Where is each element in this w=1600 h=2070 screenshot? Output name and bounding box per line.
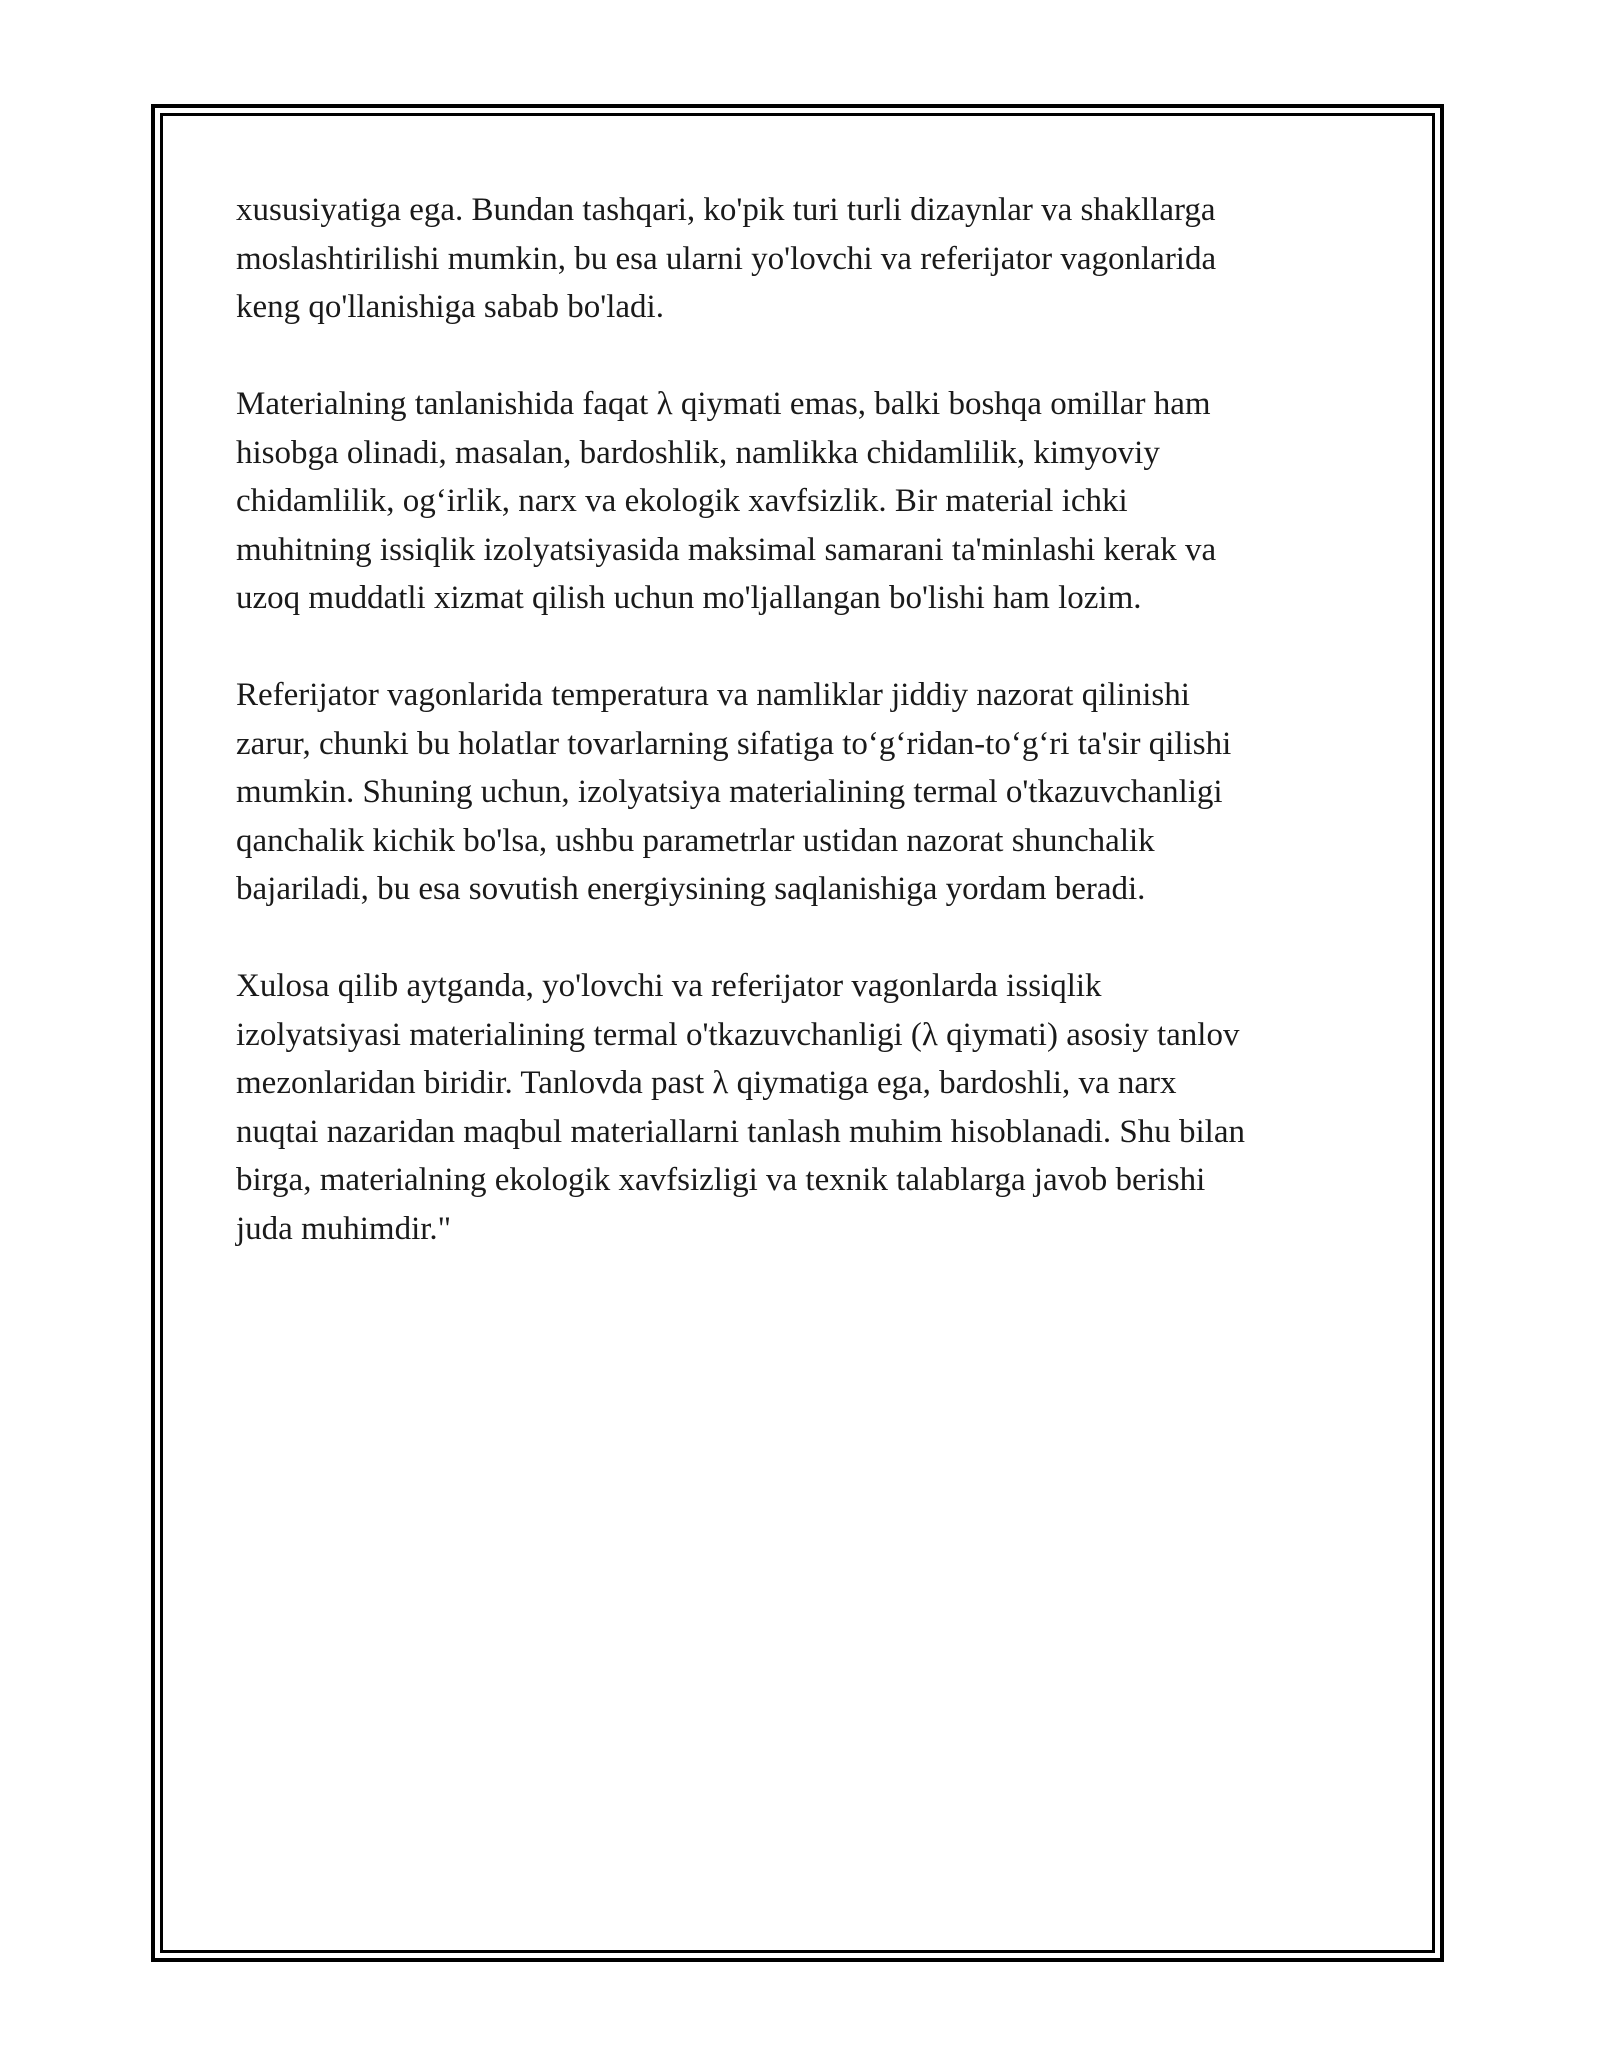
paragraph-3: Referijator vagonlarida temperatura va namliklar jiddiy nazorat qilinishi zarur, chunki bu holatlar tovarlarning sifatiga toʻgʻridan-toʻgʻri ta'sir qilishi mumkin. Shuning uchun, izolyatsiya materialining termal o'tkazuvchanligi qanchalik kichik bo'lsa, ushbu parametrlar ustidan nazorat shunchalik bajariladi, bu esa sovutish energiysining saqlanishiga yordam beradi.	[236, 677, 1232, 907]
paragraph-2: Materialning tanlanishida faqat λ qiymati emas, balki boshqa omillar ham hisobga olinadi, masalan, bardoshlik, namlikka chidamlilik, kimyoviy chidamlilik, ogʻirlik, narx va ekologik xavfsizlik. Bir material ichki muhitning issiqlik izolyatsiyasida maksimal samarani ta'minlashi kerak va uzoq muddatli xizmat qilish uchun mo'ljallangan bo'lishi ham lozim.	[236, 386, 1217, 616]
document-body	[236, 186, 1366, 1302]
paragraph-4: Xulosa qilib aytganda, yo'lovchi va referijator vagonlarda issiqlik izolyatsiyasi materialining termal o'tkazuvchanligi (λ qiymati) asosiy tanlov mezonlaridan biridir. Tanlovda past λ qiymatiga ega, bardoshli, va narx nuqtai nazaridan maqbul materiallarni tanlash muhim hisoblanadi. Shu bilan birga, materialning ekologik xavfsizligi va texnik talablarga javob berishi juda muhimdir."	[236, 968, 1245, 1247]
paragraph-1: xususiyatiga ega. Bundan tashqari, ko'pik turi turli dizaynlar va shakllarga moslashtirilishi mumkin, bu esa ularni yo'lovchi va referijator vagonlarida keng qo'llanishiga sabab bo'ladi.	[236, 192, 1217, 325]
